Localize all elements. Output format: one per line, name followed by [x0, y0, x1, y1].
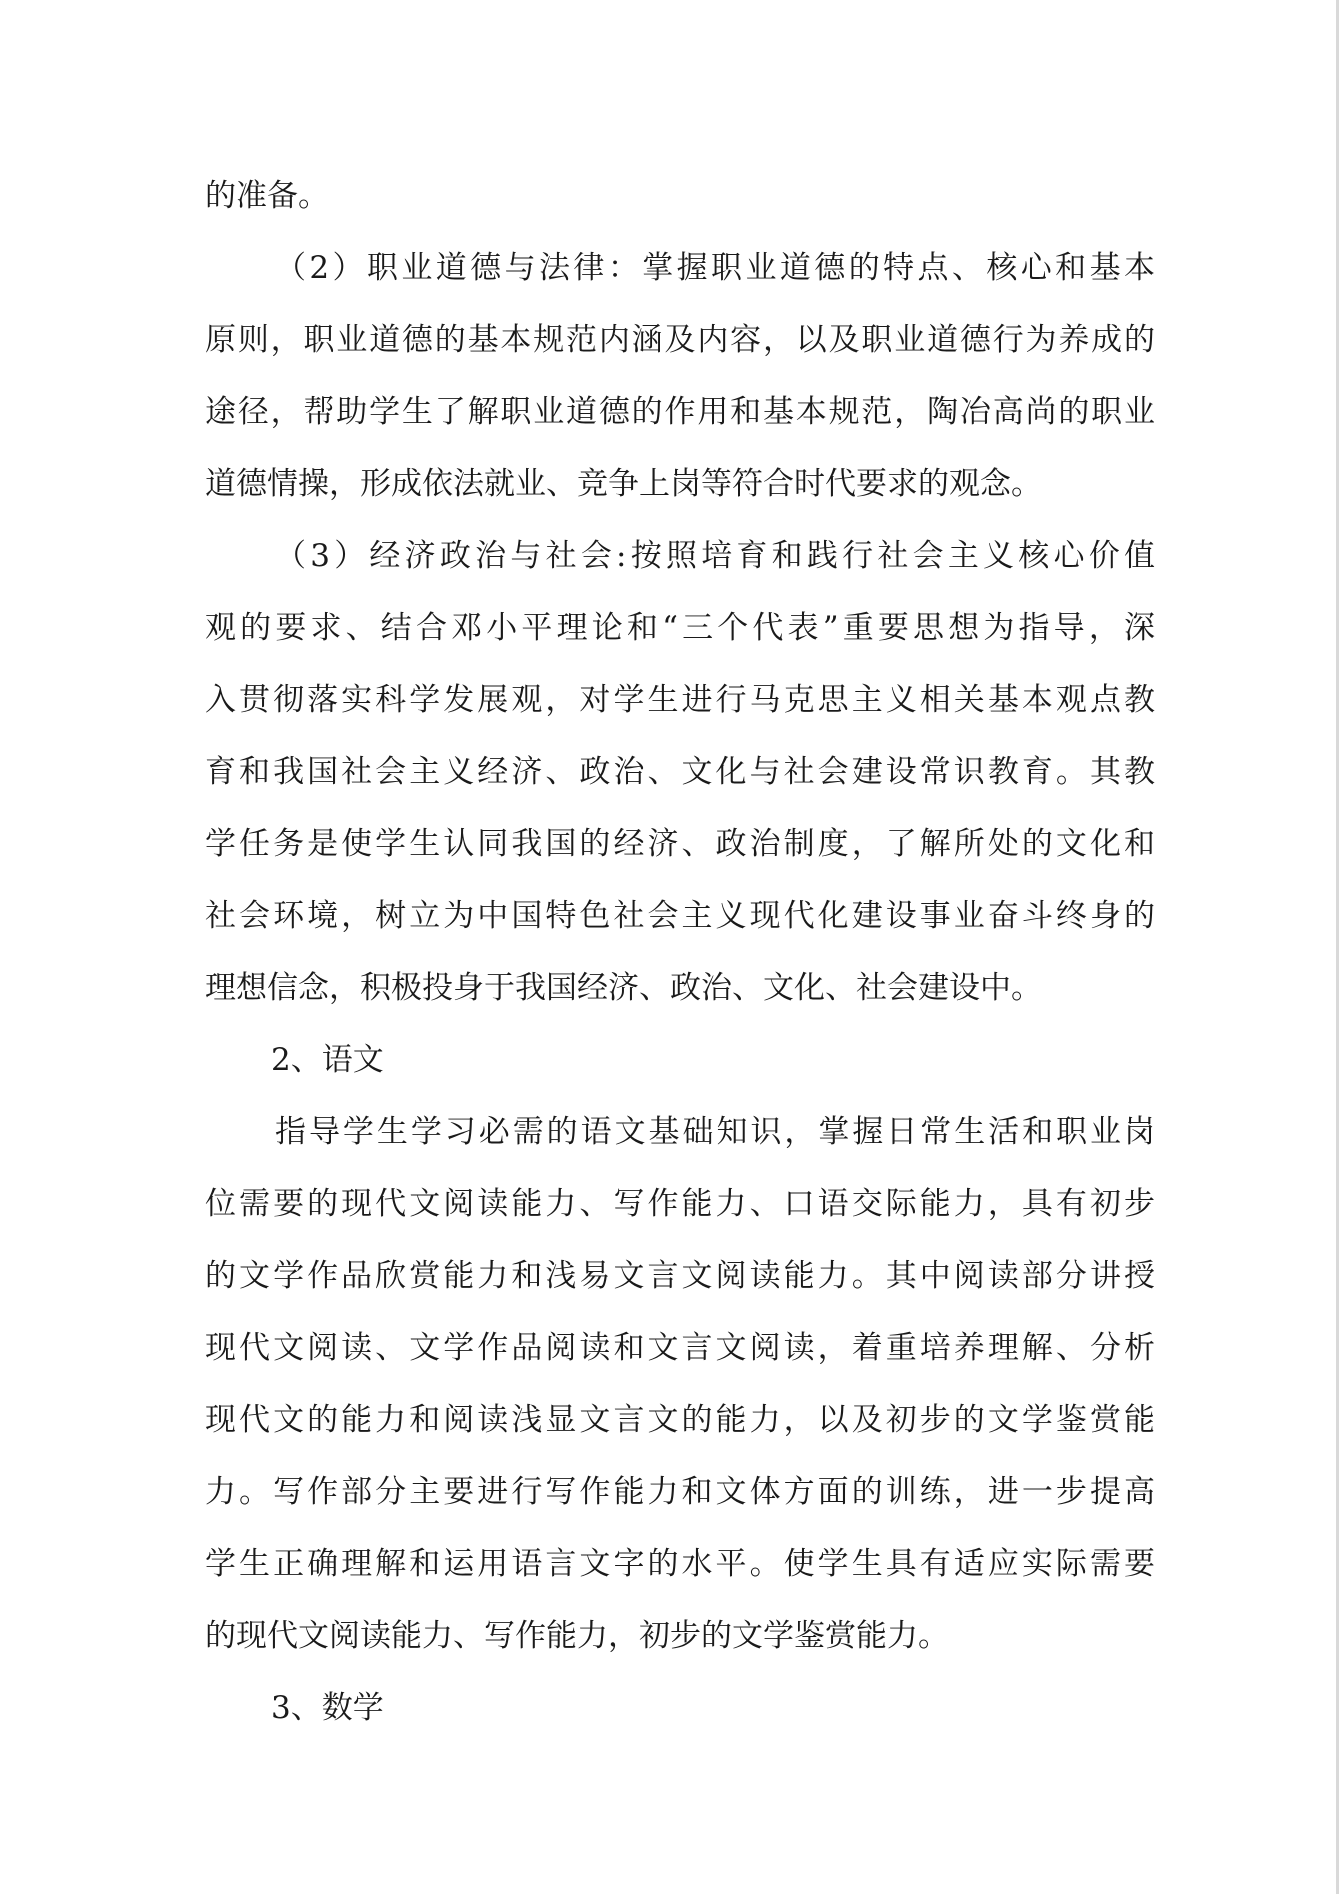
text-line: 原则，职业道德的基本规范内涵及内容，以及职业道德行为养成的	[205, 322, 1155, 358]
text-line: 的文学作品欣赏能力和浅易文言文阅读能力。其中阅读部分讲授	[205, 1258, 1155, 1294]
text-line: 观的要求、结合邓小平理论和“三个代表”重要思想为指导，深	[205, 610, 1155, 646]
text-line: 理想信念，积极投身于我国经济、政治、文化、社会建设中。	[205, 970, 1042, 1006]
text-line: 现代文的能力和阅读浅显文言文的能力，以及初步的文学鉴赏能	[205, 1402, 1155, 1438]
text-line: 道德情操，形成依法就业、竞争上岗等符合时代要求的观念。	[205, 466, 1042, 502]
text-line: 位需要的现代文阅读能力、写作能力、口语交际能力，具有初步	[205, 1186, 1155, 1222]
text-line: 的现代文阅读能力、写作能力，初步的文学鉴赏能力。	[205, 1618, 949, 1654]
section-heading-math: 3、数学	[271, 1690, 384, 1726]
text-line: （2）职业道德与法律：掌握职业道德的特点、核心和基本	[275, 250, 1155, 286]
text-line: 现代文阅读、文学作品阅读和文言文阅读，着重培养理解、分析	[205, 1330, 1155, 1366]
text-line: 育和我国社会主义经济、政治、文化与社会建设常识教育。其教	[205, 754, 1155, 790]
text-line: （3）经济政治与社会:按照培育和践行社会主义核心价值	[275, 538, 1155, 574]
text-line: 学生正确理解和运用语言文字的水平。使学生具有适应实际需要	[205, 1546, 1155, 1582]
text-line: 学任务是使学生认同我国的经济、政治制度，了解所处的文化和	[205, 826, 1155, 862]
text-line: 的准备。	[205, 178, 329, 214]
section-heading-chinese: 2、语文	[271, 1042, 384, 1078]
text-line: 力。写作部分主要进行写作能力和文体方面的训练，进一步提高	[205, 1474, 1155, 1510]
text-line: 途径，帮助学生了解职业道德的作用和基本规范，陶冶高尚的职业	[205, 394, 1155, 430]
text-line: 指导学生学习必需的语文基础知识，掌握日常生活和职业岗	[275, 1114, 1155, 1150]
document-body	[205, 160, 1155, 1744]
text-line: 社会环境，树立为中国特色社会主义现代化建设事业奋斗终身的	[205, 898, 1155, 934]
text-line: 入贯彻落实科学发展观，对学生进行马克思主义相关基本观点教	[205, 682, 1155, 718]
